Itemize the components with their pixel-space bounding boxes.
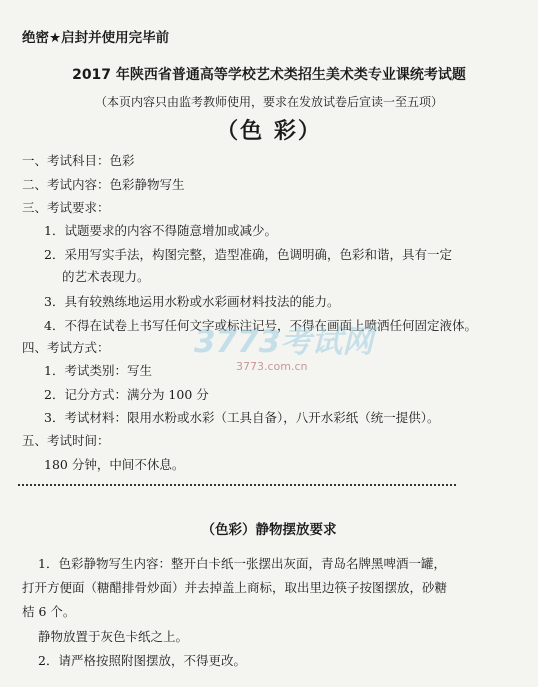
still-life-line: 1．色彩静物写生内容：整开白卡纸一张摆出灰面，青岛名牌黑啤酒一罐， [38,556,446,571]
watermark-logo: 3773考试网 [194,324,374,360]
requirement-item-continued: 的艺术表现力。 [62,269,150,284]
proctor-note: （本页内容只由监考教师使用，要求在发放试卷后宣读一至五项） [94,95,443,109]
section-time: 五、考试时间： [22,433,110,448]
requirement-item: 1．试题要求的内容不得随意增加或减少。 [44,223,277,238]
still-life-line: 静物放置于灰色卡纸之上。 [38,629,189,644]
requirement-item: 4．不得在试卷上书写任何文字或标注记号，不得在画面上喷洒任何固定液体。 [44,318,477,333]
watermark-url: 3773.com.cn [236,360,308,373]
section-requirements: 三、考试要求： [22,200,110,215]
method-item: 3．考试材料：限用水粉或水彩（工具自备），八开水彩纸（统一提供）。 [44,410,440,425]
time-item: 180 分钟，中间不休息。 [44,457,185,472]
dotted-divider [18,484,456,486]
section-content: 二、考试内容：色彩静物写生 [22,177,185,192]
requirement-item: 3．具有较熟练地运用水粉或水彩画材料技法的能力。 [44,294,340,309]
still-life-line: 打开方便面（糖醋排骨炒面）并去掉盖上商标，取出里边筷子按图摆放，砂糖 [22,580,448,595]
method-item: 2．记分方式：满分为 100 分 [44,387,209,402]
subject-heading: （色 彩） [216,119,322,144]
section-subject: 一、考试科目：色彩 [22,153,135,168]
method-item: 1．考试类别：写生 [44,363,152,378]
still-life-line: 桔 6 个。 [22,604,76,619]
still-life-title: （色彩）静物摆放要求 [201,522,337,538]
secret-mark: 绝密★启封并使用完毕前 [22,30,170,46]
requirement-item: 2．采用写实手法，构图完整，造型准确，色调明确，色彩和谐，具有一定 [44,247,452,262]
exam-title: 2017 年陕西省普通高等学校艺术类招生美术类专业课统考试题 [72,67,466,83]
section-method: 四、考试方式： [22,340,110,355]
still-life-line: 2．请严格按照附图摆放，不得更改。 [38,653,246,668]
